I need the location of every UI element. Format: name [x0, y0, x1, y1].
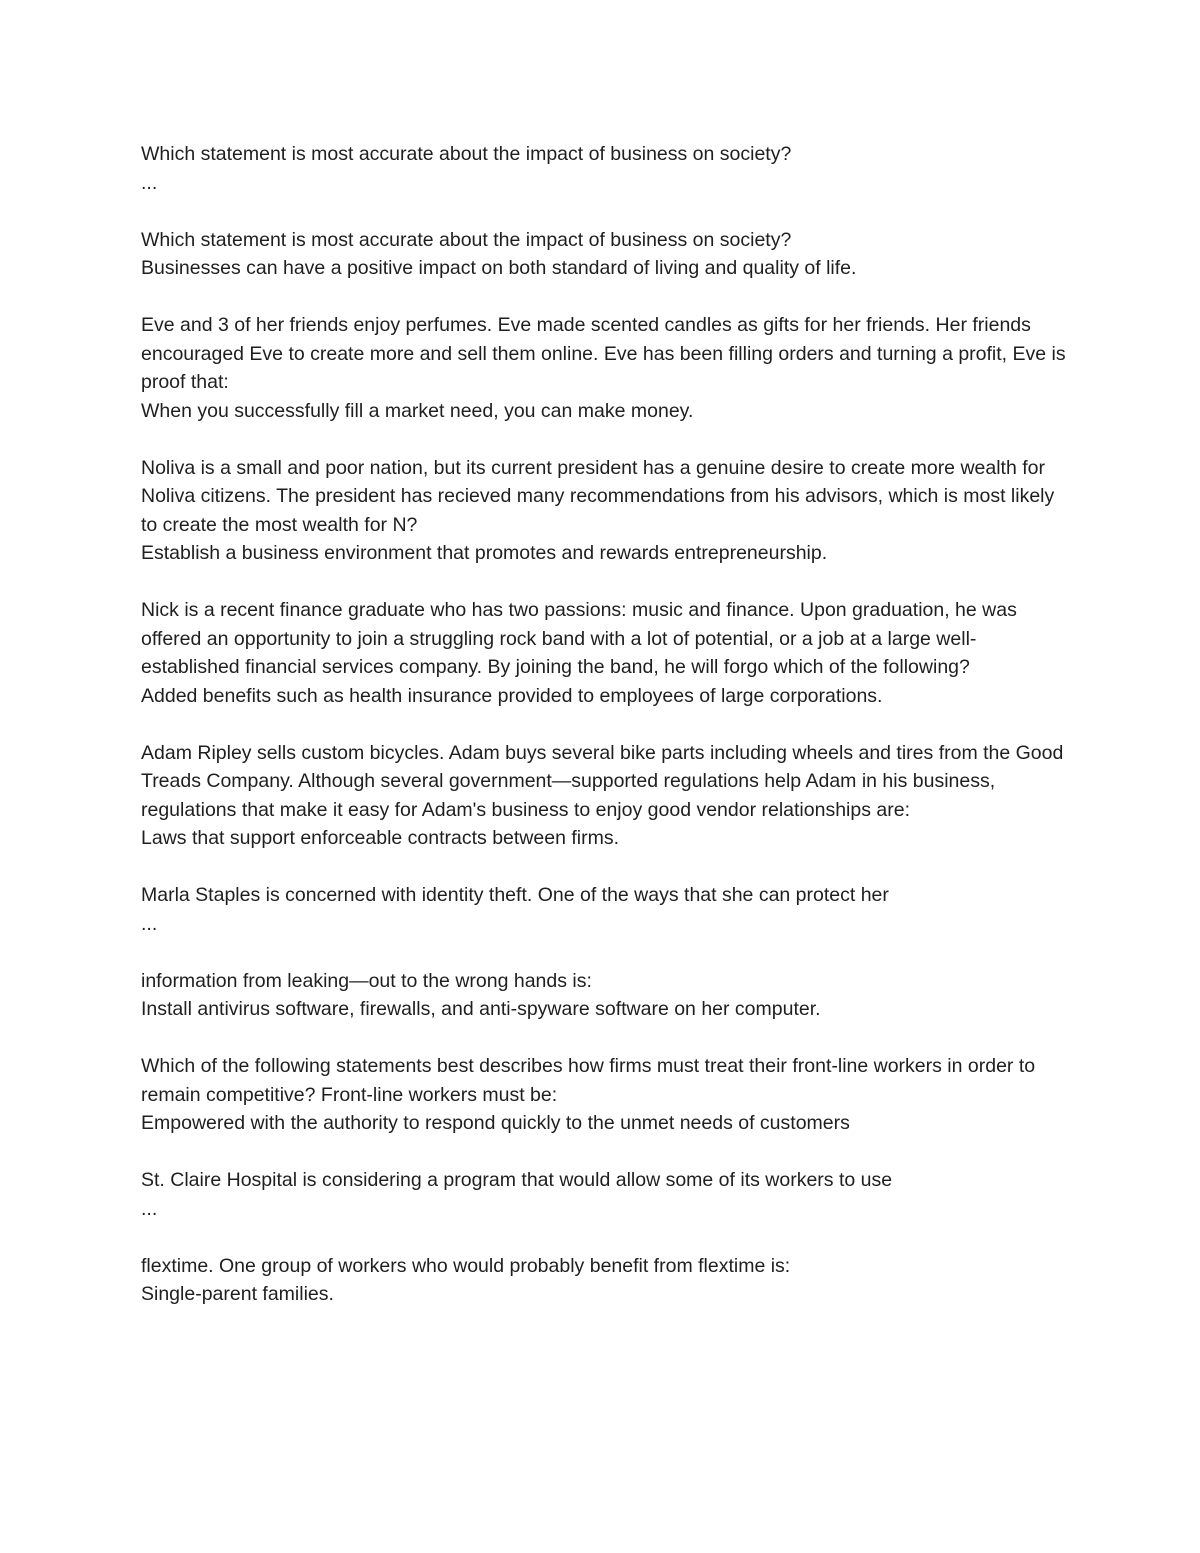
answer-text: Added benefits such as health insurance provided to employees of large corporations. [141, 684, 883, 707]
answer-text: When you successfully fill a market need, you can make money. [141, 399, 694, 422]
qa-block-11 [141, 1252, 1071, 1309]
qa-block-9 [141, 1052, 1071, 1138]
qa-block-2 [141, 226, 1071, 283]
qa-block-10 [141, 1166, 1071, 1223]
ellipsis-text: ... [141, 912, 158, 935]
question-text: Marla Staples is concerned with identity theft. One of the ways that she can protect her [141, 884, 889, 906]
answer-text: Establish a business environment that promotes and rewards entrepreneurship. [141, 542, 828, 564]
answer-text: Laws that support enforceable contracts between firms. [141, 827, 619, 849]
qa-block-5 [141, 596, 1071, 710]
question-text: Nick is a recent finance graduate who has two passions: music and finance. Upon graduation, he was offered an opportunity to join a struggling rock band with a lot of potential, or a job at a large well-established financial services company. By joining the band, he will forgo which of the following? [141, 599, 1017, 678]
answer-text: Empowered with the authority to respond quickly to the unmet needs of customers [141, 1112, 850, 1134]
question-text: Which statement is most accurate about the impact of business on society? [141, 228, 792, 251]
question-text: Noliva is a small and poor nation, but its current president has a genuine desire to create more wealth for Noliva citizens. The president has recieved many recommendations from his advisors, which is most likely to create the most wealth for N? [141, 456, 1055, 536]
document-page [141, 140, 1071, 1309]
question-text: St. Claire Hospital is considering a program that would allow some of its workers to use [141, 1169, 893, 1191]
qa-block-8 [141, 967, 1071, 1024]
answer-text: Businesses can have a positive impact on both standard of living and quality of life. [141, 257, 857, 279]
ellipsis-text: ... [141, 171, 158, 194]
ellipsis-text: ... [141, 1197, 158, 1220]
question-text: Which statement is most accurate about the impact of business on society? [141, 143, 792, 165]
answer-text: Install antivirus software, firewalls, and anti-spyware software on her computer. [141, 998, 821, 1020]
qa-block-4 [141, 454, 1071, 568]
qa-block-3 [141, 311, 1071, 425]
question-text: Adam Ripley sells custom bicycles. Adam buys several bike parts including wheels and tires from the Good Treads Company. Although several government—supported regulations help Adam in his business, regulations that make it easy for Adam's business to enjoy good vendor relationships are: [141, 741, 1064, 821]
qa-block-7 [141, 881, 1071, 938]
qa-block-1 [141, 140, 1071, 197]
question-text: Eve and 3 of her friends enjoy perfumes. Eve made scented candles as gifts for her friends. Her friends encouraged Eve to create more and sell them online. Eve has been filling orders and turning a profit, Eve is proof that: [141, 314, 1066, 393]
question-text: flextime. One group of workers who would probably benefit from flextime is: [141, 1254, 791, 1277]
question-text: information from leaking—out to the wrong hands is: [141, 969, 592, 992]
qa-block-6 [141, 739, 1071, 853]
answer-text: Single-parent families. [141, 1283, 334, 1305]
question-text: Which of the following statements best describes how firms must treat their front-line workers in order to remain competitive? Front-line workers must be: [141, 1055, 1036, 1106]
